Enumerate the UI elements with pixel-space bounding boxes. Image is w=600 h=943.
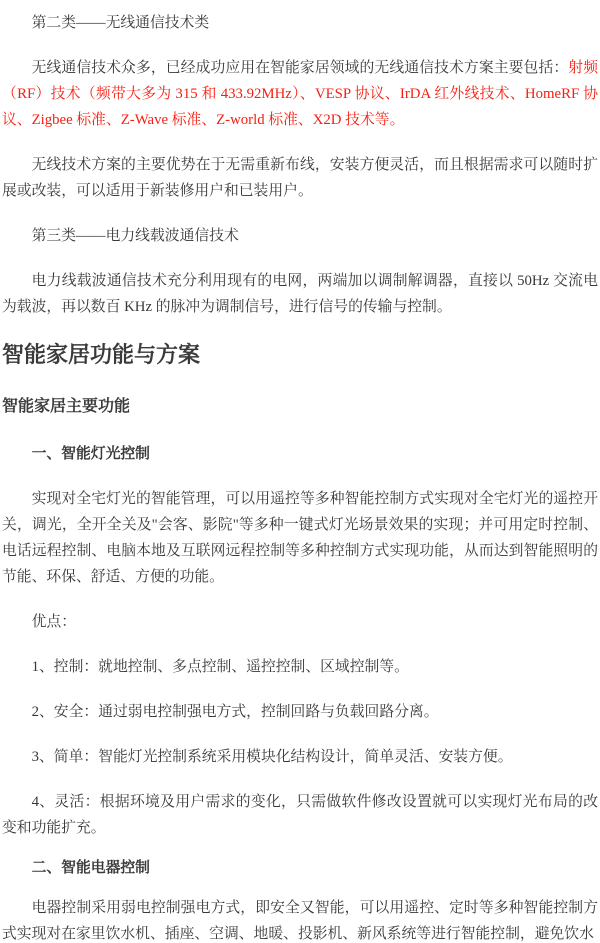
paragraph-category-3: 第三类——电力线载波通信技术 — [31, 228, 239, 244]
wireless-tech-list-red-text: 射频（RF）技术（频带大多为 315 和 433.92MHz）、VESP 协议、IrDA 红外线技术、HomeRF 协议、Zigbee 标准、Z-Wave 标准、Z-world 标准、X2D 技术等。 — [2, 60, 598, 128]
list-item-safety: 2、安全：通过弱电控制强电方式，控制回路与负载回路分离。 — [31, 704, 439, 720]
list-item-simplicity: 3、简单：智能灯光控制系统采用模块化结构设计，简单灵活、安装方便。 — [31, 749, 513, 765]
paragraph-wireless-advantages: 无线技术方案的主要优势在于无需重新布线，安装方便灵活，而且根据需求可以随时扩展或改装，可以适用于新装修用户和已装用户。 — [2, 157, 598, 199]
paragraph-wireless-solutions — [2, 55, 598, 133]
heading-smart-home-functions: 智能家居功能与方案 — [2, 342, 201, 367]
paragraph-category-2: 第二类——无线通信技术类 — [31, 15, 210, 31]
list-item-control: 1、控制：就地控制、多点控制、遥控控制、区域控制等。 — [31, 659, 409, 675]
paragraph-lighting-description: 实现对全宅灯光的智能管理，可以用遥控等多种智能控制方式实现对全宅灯光的遥控开关，调光，全开全关及"会客、影院"等多种一键式灯光场景效果的实现；并可用定时控制、电话远程控制、电脑本地及互联网远程控制等多种控制方式实现功能，从而达到智能照明的节能、环保、舒适、方便的功能。 — [2, 491, 598, 585]
section-title-lighting-control: 一、智能灯光控制 — [31, 446, 150, 462]
subheading-main-functions: 智能家居主要功能 — [2, 398, 131, 415]
paragraph-advantages-label: 优点： — [31, 614, 76, 630]
paragraph-appliance-description: 电器控制采用弱电控制强电方式，即安全又智能，可以用遥控、定时等多种智能控制方式实现对在家里饮水机、插座、空调、地暖、投影机、新风系统等进行智能控制，避免饮水 — [2, 900, 598, 942]
wireless-intro-text: 无线通信技术众多，已经成功应用在智能家居领域的无线通信技术方案主要包括： — [31, 60, 569, 76]
section-title-appliance-control: 二、智能电器控制 — [31, 860, 150, 876]
list-item-flexibility: 4、灵活：根据环境及用户需求的变化，只需做软件修改设置就可以实现灯光布局的改变和功能扩充。 — [2, 794, 598, 836]
paragraph-powerline-tech: 电力线载波通信技术充分利用现有的电网，两端加以调制解调器，直接以 50Hz 交流电为载波，再以数百 KHz 的脉冲为调制信号，进行信号的传输与控制。 — [2, 273, 598, 315]
